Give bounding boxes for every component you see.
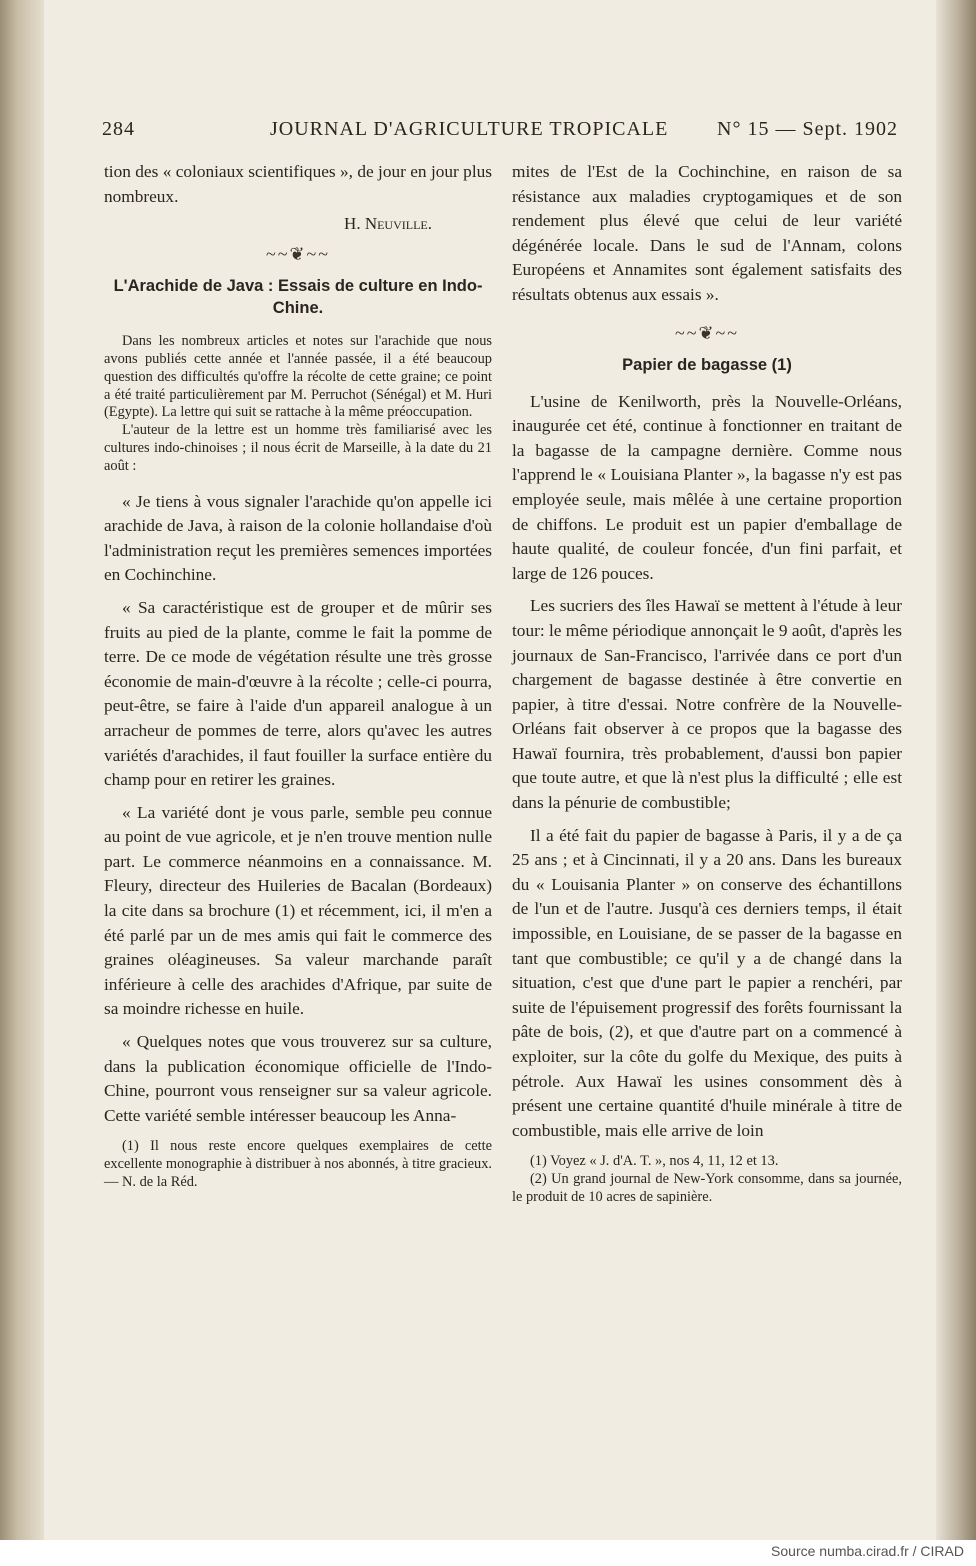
running-head (102, 118, 898, 148)
source-credit: Source numba.cirad.fr / CIRAD (771, 1543, 964, 1559)
continued-text: mites de l'Est de la Cochinchine, en raison de sa résistance aux maladies cryptogamiques et de son rendement plus élevé que celui de leur variété dégénérée locale. Dans le sud de l'Annam, colons Européens et Annamites sont également satisfaits des résultats obtenus aux essais ». (512, 162, 902, 304)
page-edge-right (936, 0, 976, 1540)
editor-note: L'auteur de la lettre est un homme très familiarisé avec les cultures indo-chinoises ; il nous écrit de Marseille, à la date du 21 août : (104, 422, 492, 474)
body-paragraph: « Je tiens à vous signaler l'arachide qu'on appelle ici arachide de Java, à raison de la colonie hollandaise d'où l'administration reçut les premières semences importées en Cochinchine. (104, 491, 492, 585)
body-paragraph: L'usine de Kenilworth, près la Nouvelle-Orléans, inaugurée cet été, continue à fonctionner en traitant de la bagasse de la campagne dernière. Comme nous l'apprend le « Louisiana Planter », la bagasse n'y est pas employée seule, mais mêlée à une certaine proportion de chiffons. Le produit est un papier d'emballage de haute qualité, de couleur foncée, d'un fini parfait, et large de 126 pouces. (512, 391, 902, 583)
body-paragraph: « Quelques notes que vous trouverez sur sa culture, dans la publication économique officielle de l'Indo-Chine, pourront vous renseigner sur sa valeur agricole. Cette variété semble intéresser beaucoup les Anna- (104, 1032, 492, 1125)
right-column (512, 160, 902, 1207)
intro-text: tion des « coloniaux scientifiques », de jour en jour plus nombreux. (104, 162, 492, 206)
ornament-divider: ~~❦~~ (674, 322, 740, 343)
body-paragraph: Il a été fait du papier de bagasse à Paris, il y a de ça 25 ans ; et à Cincinnati, il y a 20 ans. Dans les bureaux du « Louisania Planter » on conserve des échantillons de l'un et de l'autre. Jusqu'à ces derniers temps, il était impossible, en Louisiane, de se passer de la bagasse en tant que combustible; ce qu'il y a de changé dans la situation, c'est que d'une part le papier a renchéri, par suite de l'épuisement progressif des forêts fournissant la pâte de bois, (2), et que d'autre part on a commencé à exploiter, sur la côte du golfe du Mexique, des puits à pétrole. Aux Hawaï les usines consomment dès à présent une certaine quantité d'huile minérale à titre de combustible, mais elle arrive de loin (512, 825, 902, 1140)
page-edge-left (0, 0, 44, 1540)
article-title: Papier de bagasse (1) (622, 355, 792, 374)
left-column (104, 160, 492, 1192)
body-paragraph: Les sucriers des îles Hawaï se mettent à l'étude à leur tour: le même périodique annonçait le 9 août, d'après les journaux de San-Francisco, l'arrivée dans ce port d'un chargement de bagasse destinée à être convertie en papier, à titre d'essai. Notre confrère de la Nouvelle-Orléans fait observer à ce propos que la bagasse des Hawaï fournira, très probablement, d'aussi bon papier que toute autre, et que là n'est plus la difficulté ; elle est dans la pénurie de combustible; (512, 596, 902, 813)
issue-date: N° 15 — Sept. 1902 (717, 118, 898, 140)
ornament-divider: ~~❦~~ (265, 244, 331, 265)
body-paragraph: « La variété dont je vous parle, semble peu connue au point de vue agricole, et je n'en trouve mention nulle part. Le commerce néanmoins en a connaissance. M. Fleury, directeur des Huileries de Bacalan (Bordeaux) la cite dans sa brochure (1) et récemment, ici, il m'en a été parlé par un de mes amis qui fait le commerce des graines oléagineuses. Sa valeur marchande paraît inférieure à celle des arachides d'Afrique, par suite de sa moindre richesse en huile. (104, 802, 492, 1019)
footnote: (1) Voyez « J. d'A. T. », nos 4, 11, 12 et 13. (530, 1153, 779, 1170)
article-title: L'Arachide de Java : Essais de culture en Indo-Chine. (113, 277, 483, 318)
footnote: (1) Il nous reste encore quelques exemplaires de cette excellente monographie à distribuer à nos abonnés, à titre gracieux. — N. de la Réd. (104, 1138, 492, 1190)
journal-title: JOURNAL D'AGRICULTURE TROPICALE (270, 118, 669, 140)
editor-note: Dans les nombreux articles et notes sur l'arachide que nous avons publiés cette année et l'année passée, il a été beaucoup question des difficultés qu'offre la récolte de cette graine; ce point a été traité particulièrement par M. Perruchot (Sénégal) et M. Huri (Egypte). La lettre qui suit se rattache à la même préoccupation. (104, 333, 492, 421)
author-signature: H. Neuville. (344, 214, 432, 234)
body-paragraph: « Sa caractéristique est de grouper et de mûrir ses fruits au pied de la plante, comme le fait la pomme de terre. De ce mode de végétation résulte une très grosse économie de main-d'œuvre à la récolte ; celle-ci pourra, peut-être, se faire à l'aide d'un appareil analogue à un arracheur de pommes de terre, alors qu'avec les autres variétés d'arachides, il faut fouiller la surface entière du champ pour en retirer les graines. (104, 597, 492, 790)
footnotes (512, 1153, 902, 1206)
footnote: (2) Un grand journal de New-York consomme, dans sa journée, le produit de 10 acres de sapinière. (512, 1171, 902, 1205)
footnotes (104, 1138, 492, 1191)
page-number: 284 (102, 118, 135, 140)
